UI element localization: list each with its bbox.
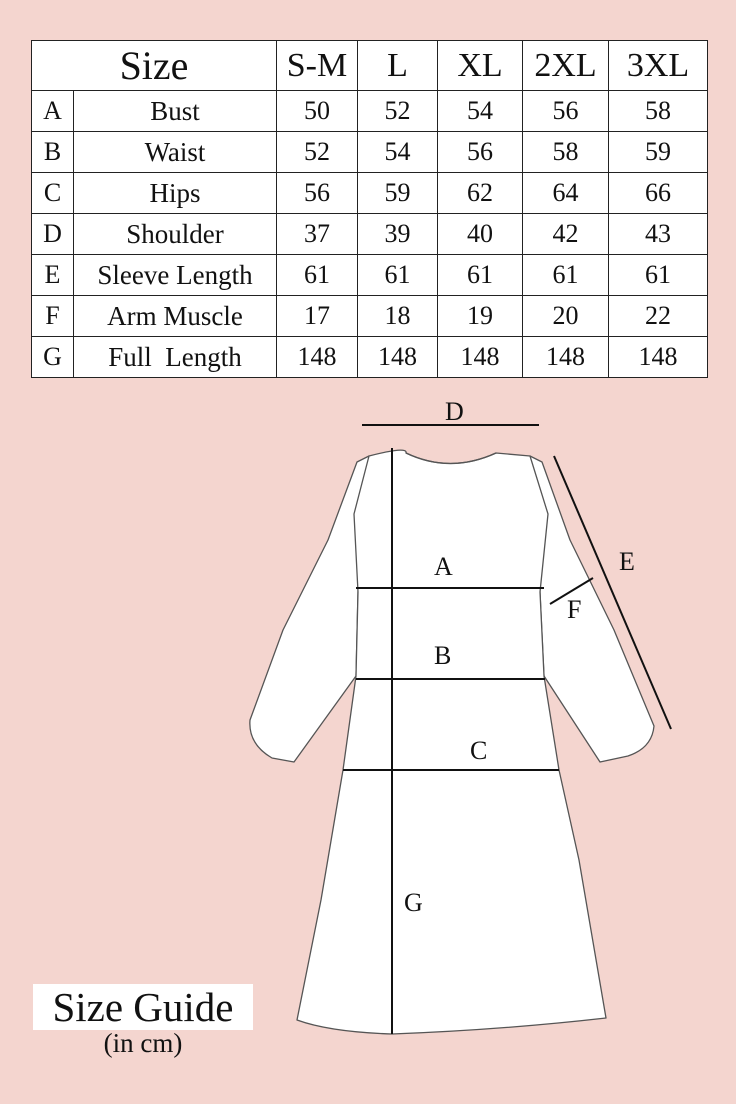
measurement-label: Full Length bbox=[74, 337, 277, 378]
table-cell: 148 bbox=[523, 337, 609, 378]
table-cell: 64 bbox=[523, 173, 609, 214]
size-header-3xl: 3XL bbox=[609, 41, 708, 91]
table-cell: 58 bbox=[523, 132, 609, 173]
table-cell: 59 bbox=[609, 132, 708, 173]
row-letter: G bbox=[32, 337, 74, 378]
table-cell: 148 bbox=[358, 337, 438, 378]
row-letter: D bbox=[32, 214, 74, 255]
row-letter: F bbox=[32, 296, 74, 337]
table-cell: 61 bbox=[438, 255, 523, 296]
table-cell: 62 bbox=[438, 173, 523, 214]
table-cell: 42 bbox=[523, 214, 609, 255]
table-cell: 61 bbox=[277, 255, 358, 296]
table-cell: 66 bbox=[609, 173, 708, 214]
table-cell: 43 bbox=[609, 214, 708, 255]
measurement-label: Arm Muscle bbox=[74, 296, 277, 337]
table-cell: 22 bbox=[609, 296, 708, 337]
table-cell: 61 bbox=[523, 255, 609, 296]
table-cell: 58 bbox=[609, 91, 708, 132]
size-guide-title: Size Guide bbox=[33, 984, 253, 1030]
measurement-label: Sleeve Length bbox=[74, 255, 277, 296]
table-cell: 18 bbox=[358, 296, 438, 337]
label-e: E bbox=[619, 547, 635, 576]
table-cell: 148 bbox=[277, 337, 358, 378]
table-cell: 19 bbox=[438, 296, 523, 337]
label-c: C bbox=[470, 736, 488, 765]
size-header-l: L bbox=[358, 41, 438, 91]
row-letter: A bbox=[32, 91, 74, 132]
table-cell: 39 bbox=[358, 214, 438, 255]
table-cell: 148 bbox=[438, 337, 523, 378]
measurement-label: Shoulder bbox=[74, 214, 277, 255]
table-cell: 61 bbox=[609, 255, 708, 296]
table-cell: 56 bbox=[438, 132, 523, 173]
size-guide-subtitle: (in cm) bbox=[103, 1028, 183, 1058]
table-cell: 54 bbox=[438, 91, 523, 132]
table-cell: 17 bbox=[277, 296, 358, 337]
table-cell: 61 bbox=[358, 255, 438, 296]
table-cell: 148 bbox=[609, 337, 708, 378]
table-cell: 52 bbox=[358, 91, 438, 132]
row-letter: C bbox=[32, 173, 74, 214]
label-a: A bbox=[434, 552, 453, 581]
size-header-xl: XL bbox=[438, 41, 523, 91]
label-g: G bbox=[404, 888, 423, 917]
row-letter: E bbox=[32, 255, 74, 296]
size-header-2xl: 2XL bbox=[523, 41, 609, 91]
table-cell: 37 bbox=[277, 214, 358, 255]
table-cell: 59 bbox=[358, 173, 438, 214]
table-cell: 20 bbox=[523, 296, 609, 337]
table-cell: 56 bbox=[277, 173, 358, 214]
table-cell: 52 bbox=[277, 132, 358, 173]
table-cell: 40 bbox=[438, 214, 523, 255]
row-letter: B bbox=[32, 132, 74, 173]
table-cell: 50 bbox=[277, 91, 358, 132]
size-header-s-m: S-M bbox=[277, 41, 358, 91]
measurement-label: Waist bbox=[74, 132, 277, 173]
label-b: B bbox=[434, 641, 452, 670]
measurement-label: Bust bbox=[74, 91, 277, 132]
table-cell: 54 bbox=[358, 132, 438, 173]
label-f: F bbox=[567, 595, 582, 624]
table-cell: 56 bbox=[523, 91, 609, 132]
size-column-header: Size bbox=[32, 41, 277, 91]
label-d: D bbox=[445, 397, 464, 426]
measurement-label: Hips bbox=[74, 173, 277, 214]
